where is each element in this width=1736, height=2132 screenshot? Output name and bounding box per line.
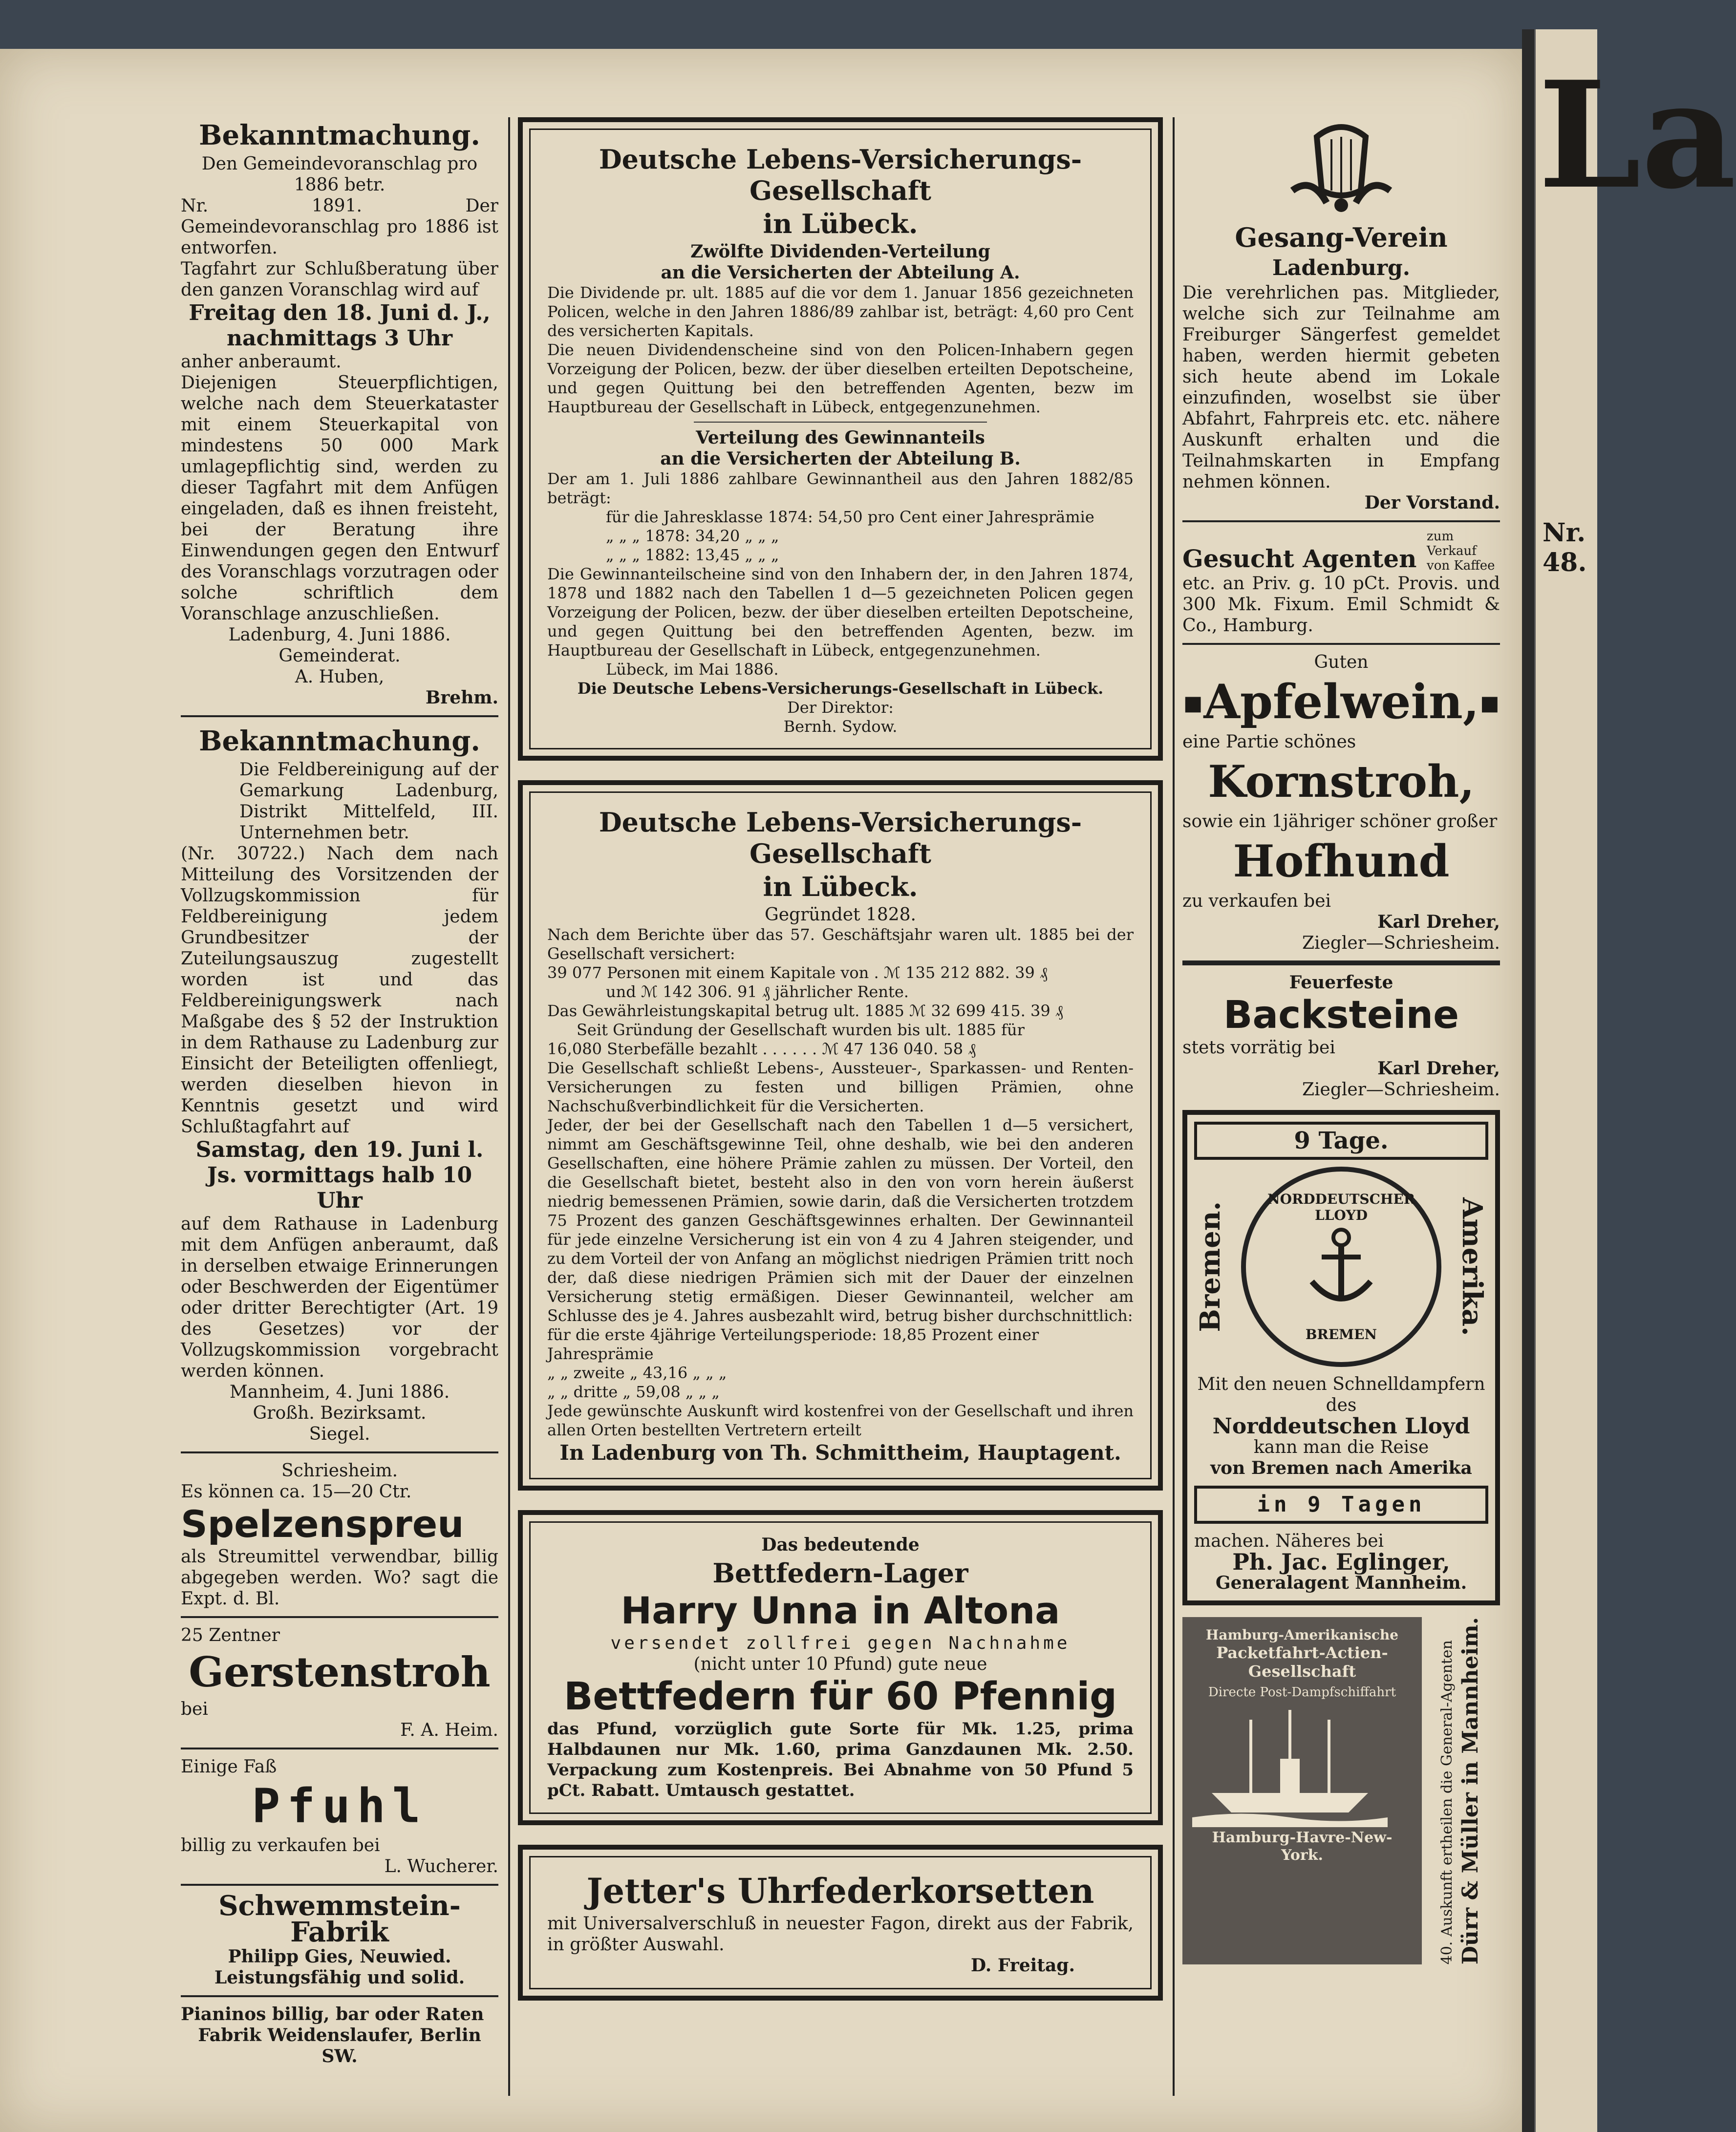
ad-subtitle: Ladenburg. [1272,256,1411,280]
ad-body: Jede gewünschte Auskunft wird kostenfrei von der Gesellschaft und ihren allen Orten bestellten Vertretern erteilt [547,1402,1134,1439]
ad-head: Schriesheim. [281,1461,398,1481]
ad-schwemmstein [181,1890,498,1988]
ad-body: Die neuen Dividendenscheine sind von den Policen-Inhabern gegen Vorzeigung der Policen, bezw. der über dieselben erteilten Depotscheine, und gegen Quittung bei den betreffenden Agenten, bezw im Hauptbureau der Gesellschaft in Lübeck, entgegenzunehmen. [547,341,1134,416]
notice-place: Mannheim, 4. Juni 1886. [229,1382,450,1402]
ad-signature: Der Direktor: [787,698,894,717]
divider [181,1451,498,1453]
ad-pre: Feuerfeste [1289,972,1393,993]
ad-band: 9 Tage. [1294,1127,1389,1154]
divider [1182,643,1500,645]
ship-icon [1192,1700,1388,1827]
ornament-icon: ▪ [1479,683,1500,721]
ad-apfelwein [1182,652,1500,954]
ad-title: Apfelwein, [1203,674,1479,729]
ad-name: D. Freitag. [970,1955,1075,1976]
ad-name: Karl Dreher, [1377,912,1500,932]
ad-line: machen. Näheres bei [1194,1531,1384,1551]
ad-norddeutscher-lloyd [1182,1110,1500,1605]
column-rule-right [1173,117,1175,2096]
ad-title: Hofhund [1233,835,1450,887]
ad-head: Einige Faß [181,1757,277,1777]
notice-title: Bekanntmachung. [199,119,480,151]
ad-title: Pfuhl [252,1779,428,1834]
ad-name: F. A. Heim. [400,1720,498,1740]
divider [181,715,498,717]
ad-line: Leistungsfähig und solid. [214,1967,465,1988]
column-left [181,117,498,2067]
notice-budget [181,118,498,708]
ad-title: Backsteine [1223,993,1459,1037]
ad-line: kann man die Reise [1253,1437,1429,1457]
ad-row: 16,080 Sterbefälle bezahlt . . . . . . ℳ 47 136 040. 58 ₰ [547,1040,976,1058]
ad-firm: Harry Unna in Altona [621,1589,1060,1632]
next-page-masthead: La [1538,49,1736,221]
ad-line: Norddeutschen Lloyd [1212,1414,1470,1439]
ad-title: Bettfedern-Lager [712,1557,968,1589]
ad-korsetten [518,1845,1163,2001]
ad-title: Deutsche Lebens-Versicherungs-Gesellschaft [599,144,1082,206]
ad-band: in 9 Tagen [1257,1492,1426,1517]
ad-line: versendet zollfrei gegen Nachnahme [610,1633,1071,1653]
next-page-edge [1534,29,1736,2132]
notice-line: Den Gemeindevoranschlag pro 1886 betr. [201,154,478,195]
ad-body: als Streumittel verwendbar, billig abgegeben werden. Wo? sagt die Expt. d. Bl. [181,1547,498,1609]
column-middle [518,117,1163,2001]
ad-agent: Dürr & Müller in Mannheim. [1458,1617,1483,1965]
ad-pre: Das bedeutende [761,1535,920,1555]
ad-body: etc. an Priv. g. 10 pCt. Provis. und 300 Mk. Fixum. Emil Schmidt & Co., Hamburg. [1182,574,1500,636]
ad-agent: Ph. Jac. Eglinger, [1232,1549,1450,1575]
ad-line: Mit den neuen Schnelldampfern des [1197,1374,1485,1415]
ad-place: Ziegler—Schriesheim. [1302,933,1500,953]
lyre-emblem [1182,117,1500,220]
ad-line: Pianinos billig, bar oder Raten [181,2004,484,2025]
ad-agent: Generalagent Mannheim. [1215,1573,1467,1593]
seal-bottom: BREMEN [1305,1326,1377,1343]
ad-agent: In Ladenburg von Th. Schmittheim, Hauptagent. [559,1441,1121,1465]
ad-title: in Lübeck. [763,208,918,239]
notice-date: Samstag, den 19. Juni l. Js. vormittags halb 10 Uhr [195,1137,484,1213]
ad-line: Auskunft ertheilen die General-Agenten [1438,1640,1456,1937]
ad-body: Die verehrlichen pas. Mitglieder, welche sich zur Teilnahme am Freiburger Sängerfest gemeldet haben, werden hiermit gebeten sich heute abend im Lokale einzufinden, woselbst sie über Abfahrt, Fahrpreis etc. etc. nähere Auskunft erhalten und die Teilnahmskarten in Empfang nehmen können. [1182,283,1500,492]
ad-line: sowie ein 1jähriger schöner großer [1182,811,1498,831]
notice-body: (Nr. 30722.) Nach dem nach Mitteilung des Vorsitzenden der Vollzugskommission für Feldbereinigung jedem Grundbesitzer der Zuteilungsauszug zugestellt worden ist und das Feldbereinigungswerk nach Maßgabe des § 52 der Instruktion in dem Rathause zu Ladenburg zur Einsicht der Beteiligten offenliegt, werden dieselben hievon in Kenntnis gesetzt und wird Schlußtagfahrt auf [181,844,498,1137]
ad-subtitle: an die Versicherten der Abteilung A. [661,262,1020,283]
ad-line: zu verkaufen bei [1182,891,1331,911]
ad-row: „ „ zweite „ 43,16 „ „ „ [547,1364,727,1382]
ad-gesangverein [1182,117,1500,513]
ad-gerstenstroh [181,1625,498,1741]
ad-body: Jeder, der bei der Gesellschaft nach den Tabellen 1 d—5 versichert, nimmt am Geschäftsgewinne Teil, ohne deshalb, wie bei den anderen Gesellschaften, eine höhere Prämie zahlen zu müssen. Der Vorteil, den die Gesellschaft bietet, besteht also in den von vorn herein äußerst niedrig bemessenen Prämien, sowie darin, daß die Versicherten trotzdem 75 Prozent des ganzen Geschäftsgewinnes erhalten. Der Gewinnanteil für jede einzelne Versicherung ist ein von 4 zu 4 Jahren steigender, und zu dem Vorteil der von Anfang an möglichst niedrigen Prämien tritt noch der, daß diese niedrigen Prämien sich mit der Dauer der einzelnen Versicherung stetig ermäßigen. Dieser Gewinnanteil, welcher am Schlusse des je 4. Jahres ausbezahlt wird, betrug bisher durchschnittlich: [547,1116,1134,1325]
notice-signature: A. Huben, [295,667,385,687]
ad-body: Der am 1. Juli 1886 zahlbare Gewinnantheil aus den Jahren 1882/85 beträgt: [547,469,1134,507]
ad-founded: Gegründet 1828. [764,905,916,925]
ad-title: Deutsche Lebens-Versicherungs-Gesellschaft [599,807,1082,869]
ad-body: Die Gesellschaft schließt Lebens-, Aussteuer-, Sparkassen- und Renten-Versicherungen zu festen und billigen Prämien, ohne Nachschußverbindlichkeit für die Versicherten. [547,1059,1134,1115]
ornament-icon: ▪ [1182,683,1204,721]
column-right [1182,117,1500,1964]
book-spine [1522,29,1534,2132]
notice-date: Freitag den 18. Juni d. J., nachmittags 3 Uhr [189,300,491,351]
ad-body: mit Universalverschluß in neuester Fagon, direkt aus der Fabrik, in größter Auswahl. [547,1914,1134,1955]
divider [181,1884,498,1886]
notice-line: anher anberaumt. [181,352,342,372]
ad-line: eine Partie schönes [1182,732,1356,752]
ad-body: Die Dividende pr. ult. 1885 auf die vor dem 1. Januar 1856 gezeichneten Policen, welche in den Jahren 1886/89 zahlbar ist, beträgt: 4,60 pro Cent des versicherten Kapitals. [547,283,1134,340]
seal-top: NORDDEUTSCHER LLOYD [1267,1191,1415,1223]
ad-row: für die Jahresklasse 1874: 54,50 pro Cent einer Jahresprämie [606,508,1094,526]
ad-line: Philipp Gies, Neuwied. [228,1946,451,1967]
ad-insurance-dividend [518,117,1163,761]
notice-signature: Brehm. [425,687,498,708]
ad-title: Gesucht Agenten [1182,544,1417,573]
divider [1182,520,1500,522]
ad-pfuhl [181,1756,498,1877]
ad-agenten [1182,529,1500,636]
ad-signature: Der Vorstand. [1364,492,1500,513]
ad-signature: Die Deutsche Lebens-Versicherungs-Gesellschaft in Lübeck. [577,679,1104,698]
ad-bettfedern [518,1510,1163,1825]
ad-row: und ℳ 142 306. 91 ₰ jährlicher Rente. [606,982,909,1001]
ad-title: Gerstenstroh [189,1648,491,1696]
ad-subtitle: Verteilung des Gewinnanteils [696,427,985,448]
next-page-number: Nr. 48. [1543,518,1587,577]
ad-subtitle: Zwölfte Dividenden-Verteilung [690,241,990,262]
ad-place: Ziegler—Schriesheim. [1302,1080,1500,1100]
ad-row: für die erste 4jährige Verteilungsperiode: 18,85 Prozent einer Jahresprämie [547,1325,1039,1363]
ad-head: 25 Zentner [181,1625,280,1645]
ad-body: Die Gewinnanteilscheine sind von den Inhabern der, in den Jahren 1874, 1878 und 1882 nach den Tabellen 1 d—5 gezeichneten Policen gegen Vorzeigung der Policen, bezw. der über dieselben erteilten Depotscheine, und gegen Quittung bei den betreffenden Agenten, bezw. im Hauptbureau der Gesellschaft in Lübeck, entgegenzunehmen. [547,565,1134,660]
notice-land [181,724,498,1445]
ad-backsteine [1182,972,1500,1100]
ad-title: Jetter's Uhrfederkorsetten [586,1871,1094,1911]
ad-title: Spelzenspreu [181,1502,464,1546]
ad-headline: Bettfedern für 60 Pfennig [563,1675,1117,1719]
ad-title: in Lübeck. [763,871,918,902]
lloyd-seal [1241,1167,1441,1367]
lyre-icon [1283,117,1400,220]
ad-body: Nach dem Berichte über das 57. Geschäftsjahr waren ult. 1885 bei der Gesellschaft versichert: [547,925,1134,963]
ad-place: Lübeck, im Mai 1886. [606,660,779,679]
ad-subtitle: an die Versicherten der Abteilung B. [660,448,1021,469]
notice-title: Bekanntmachung. [199,725,480,757]
ad-row: 39 077 Personen mit einem Kapitale von . ℳ 135 212 882. 39 ₰ [547,963,1048,982]
ad-line: bei [181,1699,208,1719]
ad-row: Seit Gründung der Gesellschaft wurden bis ult. 1885 für [577,1021,1025,1039]
ad-line: Directe Post-Dampfschiffahrt [1208,1685,1396,1700]
ad-line: von Bremen nach Amerika [1210,1458,1472,1478]
ad-row: Das Gewährleistungskapital betrug ult. 1885 ℳ 32 699 415. 39 ₰ [547,1002,1063,1020]
anchor-icon [1297,1223,1385,1311]
ad-signature: Bernh. Sydow. [783,717,898,736]
ad-title: Gesang-Verein [1235,222,1448,253]
column-rule-left [508,117,510,2096]
notice-place: Ladenburg, 4. Juni 1886. [228,625,451,645]
ad-spelzenspreu [181,1460,498,1609]
divider [1182,960,1500,965]
ad-pianinos [181,2004,498,2067]
notice-line: Nr. 1891. Der Gemeindevoranschlag pro 1886 ist entworfen. [181,196,498,258]
ad-hapag [1182,1617,1500,1964]
ad-row: „ „ „ 1878: 34,20 „ „ „ [606,527,779,545]
ad-body: das Pfund, vorzüglich gute Sorte für Mk. 1.25, prima Halbdaunen nur Mk. 1.60, prima Ganzdaunen Mk. 2.50. Verpackung zum Kostenpreis. Bei Abnahme von 50 Pfund 5 pCt. Rabatt. Umtausch gestattet. [547,1719,1134,1800]
divider [181,1616,498,1618]
ad-line: Hamburg-Havre-New-York. [1212,1829,1393,1864]
divider [181,1995,498,1997]
ad-pre: Guten [1314,652,1369,672]
notice-signature: Siegel. [309,1424,370,1444]
notice-office: Gemeinderat. [279,646,401,666]
divider [181,1748,498,1749]
ad-name: L. Wucherer. [384,1856,498,1876]
notice-line: Tagfahrt zur Schlußberatung über den ganzen Voranschlag wird auf [181,259,498,300]
ad-row: „ „ „ 1882: 13,45 „ „ „ [606,546,779,564]
ad-line: stets vorrätig bei [1182,1038,1335,1058]
notice-line: Diejenigen Steuerpflichtigen, welche nach dem Steuerkataster mit einem Steuerkapital von mindestens 50 000 Mark umlagepflichtig sind, werden zu dieser Tagfahrt mit dem Anfügen eingeladen, daß es ihnen freisteht, bei der Beratung ihre Einwendungen gegen den Entwurf des Voranschlags vorzutragen oder solche schriftlich dem Voranschlage anzuschließen. [181,373,498,624]
ad-line: Packetfahrt-Actien-Gesellschaft [1216,1643,1388,1681]
ad-line: Hamburg-Amerikanische [1205,1627,1399,1643]
ad-body: billig zu verkaufen bei [181,1835,380,1855]
ad-title: Kornstroh, [1208,756,1475,808]
ad-name: Karl Dreher, [1377,1058,1500,1079]
ad-line: Es können ca. 15—20 Ctr. [181,1482,412,1502]
notice-office: Großh. Bezirksamt. [253,1403,427,1423]
ad-row: „ „ dritte „ 59,08 „ „ „ [547,1383,720,1401]
ad-line: (nicht unter 10 Pfund) gute neue [693,1654,987,1674]
ad-insurance-report [518,780,1163,1491]
ad-side-right: Amerika. [1456,1197,1488,1336]
ad-side-text [1437,1617,1457,1964]
notice-intro: Die Feldbereinigung auf der Gemarkung Ladenburg, Distrikt Mittelfeld, III. Unternehmen betr. [239,760,498,843]
ad-side-left: Bremen. [1194,1201,1226,1332]
divider [694,422,987,423]
ad-line: Fabrik Weidenslaufer, Berlin SW. [198,2025,481,2067]
hapag-poster [1182,1617,1422,1964]
ad-side: zum Verkauf von Kaffee [1427,529,1495,573]
notice-body: auf dem Rathause in Ladenburg mit dem Anfügen anberaumt, daß in derselben etwaige Erinnerungen oder Beschwerden der Eigentümer oder dritter Berechtigter (Art. 19 des Gesetzes) vor der Vollzugskommission vorgebracht werden können. [181,1214,498,1381]
ad-title: Schwemmstein-Fabrik [218,1890,461,1948]
ad-number: 40. [1438,1941,1456,1965]
